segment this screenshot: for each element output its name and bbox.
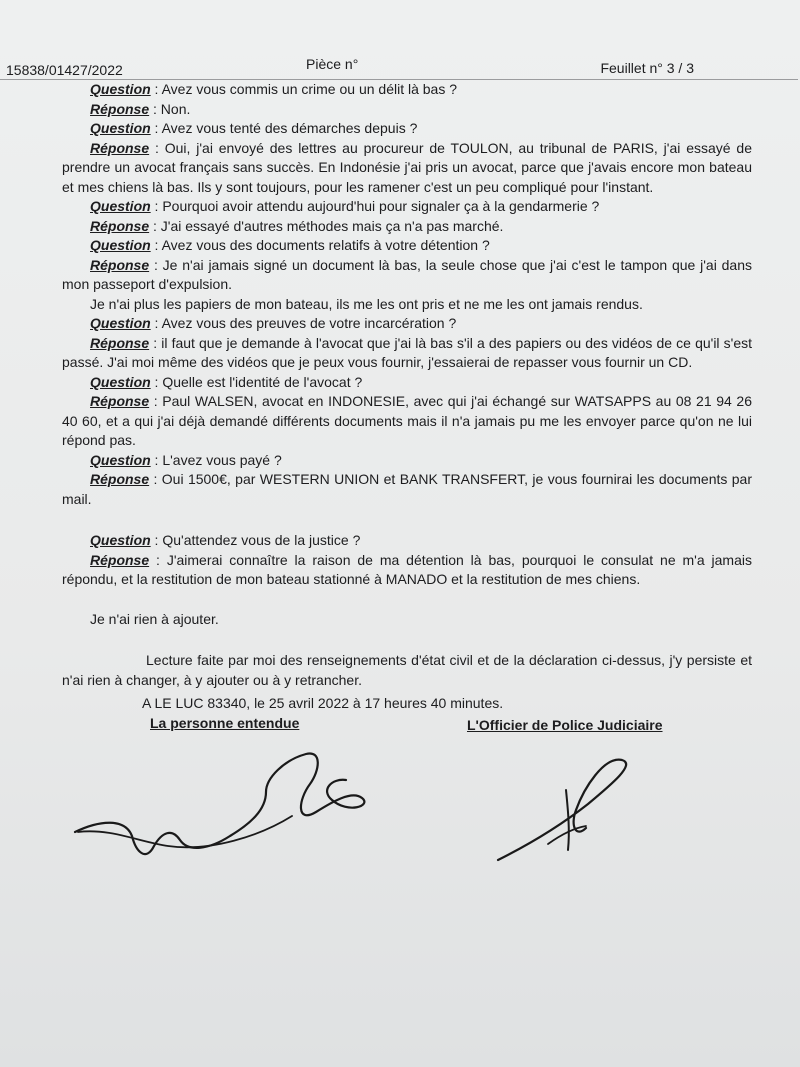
- line-text: Je n'ai jamais signé un document là bas, la seule chose que j'ai c'est le tampon que j'ai dans mon passeport d'expulsion.: [62, 256, 752, 292]
- line-text: il faut que je demande à l'avocat que j'ai là bas s'il a des papiers ou des vidéos de ce qu'il s'est passé. J'ai moi même des vidéos que je peux vous fournir, j'essaierai de repasser vous fournir un CD.: [62, 334, 752, 370]
- closing-statement: [62, 651, 752, 690]
- question-line: [62, 314, 752, 334]
- label-separator: :: [150, 198, 163, 214]
- question-line: [62, 80, 752, 100]
- line-text: L'avez vous payé ?: [162, 451, 282, 468]
- signature-person-heard: [70, 740, 380, 870]
- question-label: Question: [90, 198, 151, 214]
- answer-label: Réponse: [90, 217, 150, 234]
- line-text: Paul WALSEN, avocat en INDONESIE, avec qui j'ai échangé sur WATSAPPS au 08 21 94 26 40 60, et a qui j'ai déjà demandé différents documents mais il n'a jamais pu me les envoyer parce qu'on ne lui répond pas.: [62, 393, 753, 448]
- question-line: [62, 119, 752, 139]
- label-separator: :: [150, 532, 163, 548]
- line-text: Pourquoi avoir attendu aujourd'hui pour signaler ça à la gendarmerie ?: [162, 198, 600, 214]
- answer-label: Réponse: [90, 256, 150, 273]
- label-separator: :: [149, 256, 163, 273]
- line-text: Qu'attendez vous de la justice ?: [162, 532, 361, 548]
- label-separator: :: [150, 120, 162, 136]
- line-text: Lecture faite par moi des renseignements d'état civil et de la déclaration ci-dessus, j'y persiste et n'ai rien à changer, à y ajouter ou à y retrancher.: [62, 652, 752, 688]
- hearing-transcript: [62, 80, 752, 740]
- line-text: Avez vous tenté des démarches depuis ?: [161, 120, 418, 136]
- label-separator: :: [149, 334, 162, 351]
- left-signatory-label: La personne entendue: [150, 714, 300, 731]
- question-label: Question: [90, 315, 151, 331]
- answer-label: Réponse: [90, 393, 150, 409]
- question-line: [62, 236, 752, 256]
- signature-labels: [62, 714, 752, 740]
- label-separator: :: [149, 551, 167, 568]
- question-label: Question: [90, 237, 151, 253]
- answer-label: Réponse: [90, 139, 150, 156]
- answer-line: [62, 392, 752, 451]
- answer-label: Réponse: [90, 551, 150, 568]
- answer-label: Réponse: [90, 471, 150, 487]
- label-separator: :: [149, 217, 161, 234]
- page-header: [6, 56, 798, 80]
- line-text: Oui 1500€, par WESTERN UNION et BANK TRANSFERT, je vous fournirai les documents par mail.: [62, 471, 752, 507]
- statement-line: [62, 295, 752, 315]
- line-text: J'aimerai connaître la raison de ma détention là bas, pourquoi le consulat ne m'a jamais répondu, et la restitution de mon bateau stationné à MANADO et la restitution de mes chiens.: [62, 551, 752, 587]
- paragraph-spacer: [62, 509, 752, 531]
- question-line: [62, 451, 752, 471]
- line-text: Avez vous des preuves de votre incarcération ?: [161, 315, 457, 331]
- question-label: Question: [90, 120, 151, 136]
- question-label: Question: [90, 451, 151, 468]
- line-text: Avez vous commis un crime ou un délit là bas ?: [161, 81, 458, 97]
- label-separator: :: [150, 81, 162, 97]
- paragraph-spacer: [62, 629, 752, 651]
- answer-line: [62, 100, 752, 120]
- line-text: J'ai essayé d'autres méthodes mais ça n'a pas marché.: [160, 217, 504, 234]
- line-text: Quelle est l'identité de l'avocat ?: [162, 373, 363, 390]
- dialogue-list: [62, 80, 752, 690]
- piece-number: Pièce n°: [306, 56, 359, 72]
- question-label: Question: [90, 373, 151, 390]
- line-text: Non.: [160, 100, 191, 117]
- question-label: Question: [90, 532, 151, 548]
- answer-line: [62, 470, 752, 509]
- question-line: [62, 531, 752, 551]
- date-line: A LE LUC 83340, le 25 avril 2022 à 17 heures 40 minutes.: [142, 695, 504, 711]
- label-separator: :: [150, 451, 163, 468]
- signature-police-officer: [490, 750, 660, 870]
- label-separator: :: [150, 373, 163, 390]
- answer-line: [62, 334, 752, 373]
- line-text: Avez vous des documents relatifs à votre détention ?: [161, 237, 490, 253]
- answer-line: [62, 551, 752, 590]
- answer-label: Réponse: [90, 100, 150, 117]
- label-separator: :: [149, 139, 165, 156]
- question-line: [62, 197, 752, 217]
- case-reference: 15838/01427/2022: [6, 62, 123, 78]
- label-separator: :: [150, 237, 162, 253]
- answer-line: [62, 139, 752, 198]
- line-text: Je n'ai rien à ajouter.: [90, 610, 219, 627]
- statement-line: [62, 610, 752, 630]
- label-separator: :: [149, 100, 161, 117]
- sheet-number: Feuillet n° 3 / 3: [600, 60, 694, 76]
- paragraph-spacer: [62, 590, 752, 610]
- answer-line: [62, 256, 752, 295]
- answer-line: [62, 217, 752, 237]
- answer-label: Réponse: [90, 334, 150, 351]
- line-text: Je n'ai plus les papiers de mon bateau, ils me les ont pris et ne me les ont jamais rendus.: [90, 295, 643, 312]
- label-separator: :: [149, 393, 163, 409]
- question-line: [62, 373, 752, 393]
- question-label: Question: [90, 81, 151, 97]
- right-signatory-label: L'Officier de Police Judiciaire: [467, 716, 663, 733]
- label-separator: :: [149, 471, 162, 487]
- line-text: Oui, j'ai envoyé des lettres au procureur de TOULON, au tribunal de PARIS, j'ai essayé de prendre un avocat français sans succès. En Indonésie j'ai pris un avocat, parce que j'avais encore mon bateau et mes chiens là bas. Ils y sont toujours, pour les ramener c'est un peu compliqué pour l'instant.: [62, 139, 752, 195]
- label-separator: :: [150, 315, 162, 331]
